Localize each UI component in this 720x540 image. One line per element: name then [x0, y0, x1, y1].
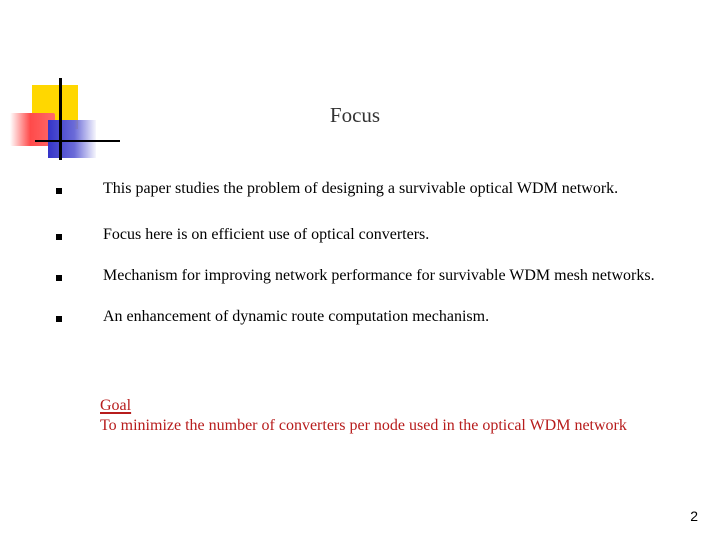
bullet-text: Focus here is on efficient use of optical converters. [103, 226, 430, 243]
logo-blue-block [48, 120, 96, 158]
bullet-square-icon [56, 275, 62, 281]
slide-title: Focus [329, 103, 381, 127]
bullet-item [56, 268, 696, 284]
bullet-item [56, 181, 696, 197]
bullet-item [56, 227, 696, 243]
bullet-text: Mechanism for improving network performance for survivable WDM mesh networks. [103, 267, 655, 284]
goal-section [100, 396, 710, 436]
bullet-square-icon [56, 188, 62, 194]
bullet-square-icon [56, 316, 62, 322]
logo-vertical-line [59, 78, 62, 160]
bullet-text: An enhancement of dynamic route computation mechanism. [103, 308, 490, 325]
bullet-square-icon [56, 234, 62, 240]
bullet-text: This paper studies the problem of designing a survivable optical WDM network. [103, 180, 619, 197]
bullet-item [56, 309, 696, 325]
corner-logo-graphic [0, 0, 100, 170]
page-number: 2 [690, 508, 698, 524]
logo-horizontal-line [35, 140, 120, 142]
bullet-list [56, 181, 696, 325]
goal-text: To minimize the number of converters per node used in the optical WDM network [100, 417, 627, 434]
goal-label: Goal [100, 397, 132, 414]
